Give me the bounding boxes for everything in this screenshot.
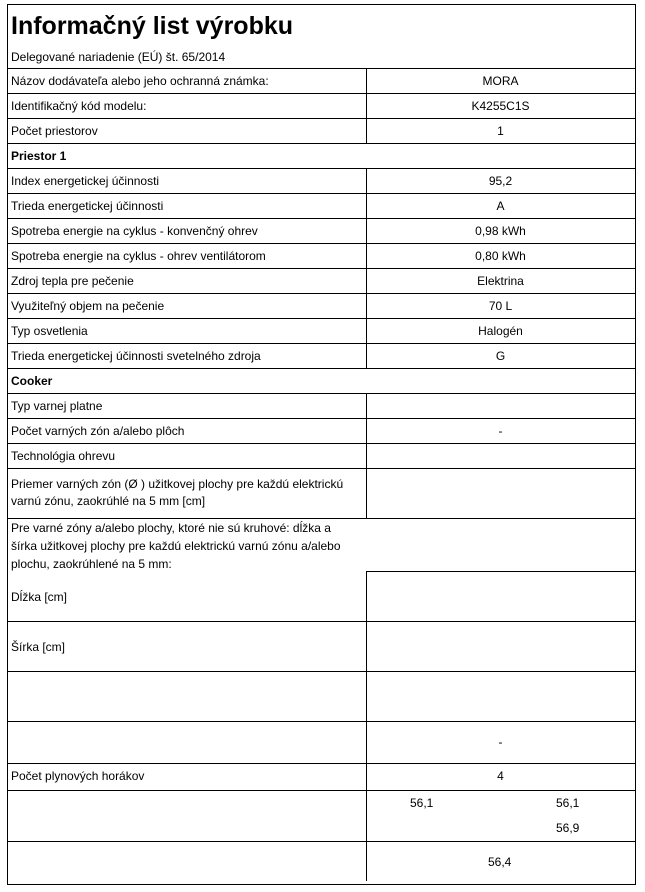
noncircular-line1: Pre varné zóny a/alebo plochy, ktoré nie sú kruhové: dĺžka a — [11, 521, 331, 535]
width-label: Šírka [cm] — [11, 640, 66, 654]
diameter-label-line2: varnú zónu, zaokrúhlé na 5 mm [cm] — [11, 494, 206, 508]
noncircular-line3: plochu, zaokrúhlené na 5 mm: — [11, 557, 172, 571]
regulation-text: Delegované nariadenie (EÚ) št. 65/2014 — [11, 50, 226, 64]
page-title: Informačný list výrobku — [11, 12, 294, 40]
divider — [7, 193, 636, 194]
divider — [7, 443, 636, 444]
column-divider — [366, 393, 367, 518]
model-value: K4255C1S — [471, 99, 530, 113]
zones-value: - — [498, 424, 503, 438]
light-class-label: Trieda energetickej účinnosti svetelného zdroja — [11, 349, 261, 363]
divider — [7, 293, 636, 294]
burner-value-c: 56,9 — [556, 821, 580, 835]
section-cooker-heading: Cooker — [11, 374, 53, 388]
consumption-fan-label: Spotreba energie na cyklus - ohrev ventilátorom — [11, 249, 266, 263]
divider — [7, 143, 636, 144]
cavities-label: Počet priestorov — [11, 124, 98, 138]
divider — [7, 268, 636, 269]
divider — [7, 468, 636, 469]
divider — [7, 621, 636, 622]
burner-value-a: 56,1 — [410, 796, 434, 810]
column-divider — [366, 168, 367, 368]
divider — [7, 790, 636, 791]
divider — [7, 68, 636, 69]
volume-value: 70 L — [488, 299, 513, 313]
volume-label: Využiteľný objem na pečenie — [11, 299, 165, 313]
lighting-value: Halogén — [478, 324, 523, 338]
divider — [7, 243, 636, 244]
divider — [367, 571, 636, 572]
heat-source-value: Elektrina — [477, 274, 524, 288]
burner-value-b: 56,1 — [556, 796, 580, 810]
model-label: Identifikačný kód modelu: — [11, 99, 147, 113]
heating-tech-label: Technológia ohrevu — [11, 449, 116, 463]
blank-row-value: - — [498, 735, 503, 749]
divider — [7, 368, 636, 369]
noncircular-line2: šírka užitkovej plochy pre každú elektrickú varnú zónu a/alebo — [11, 539, 341, 553]
divider — [7, 671, 636, 672]
eei-value: 95,2 — [488, 174, 513, 188]
consumption-conventional-label: Spotreba energie na cyklus - konvenčný ohrev — [11, 224, 258, 238]
energy-class-label: Trieda energetickej účinnosti — [11, 199, 164, 213]
divider — [7, 118, 636, 119]
column-divider — [366, 571, 367, 881]
length-label: Dĺžka [cm] — [11, 590, 68, 604]
light-class-value: G — [495, 349, 506, 363]
heat-source-label: Zdroj tepla pre pečenie — [11, 274, 134, 288]
consumption-fan-value: 0,80 kWh — [475, 249, 526, 263]
divider — [7, 418, 636, 419]
divider — [7, 763, 636, 764]
divider — [7, 168, 636, 169]
final-value: 56,4 — [488, 855, 512, 869]
divider — [7, 93, 636, 94]
divider — [7, 218, 636, 219]
divider — [7, 518, 636, 519]
divider — [7, 721, 636, 722]
diameter-label-line1: Priemer varných zón (Ø ) užitkovej plochy pre každú elektrickú — [11, 477, 344, 491]
divider — [7, 841, 636, 842]
zones-label: Počet varných zón a/alebo plôch — [11, 424, 185, 438]
divider — [7, 393, 636, 394]
gas-burners-label: Počet plynových horákov — [11, 769, 145, 783]
hob-type-label: Typ varnej platne — [11, 399, 103, 413]
supplier-value: MORA — [482, 74, 519, 88]
divider — [7, 318, 636, 319]
consumption-conventional-value: 0,98 kWh — [475, 224, 526, 238]
cavities-value: 1 — [497, 124, 504, 138]
divider — [7, 343, 636, 344]
eei-label: Index energetickej účinnosti — [11, 174, 160, 188]
lighting-label: Typ osvetlenia — [11, 324, 88, 338]
gas-burners-value: 4 — [497, 769, 504, 783]
section-cavity-heading: Priestor 1 — [11, 149, 67, 163]
energy-class-value: A — [496, 199, 505, 213]
supplier-label: Názov dodávateľa alebo jeho ochranná známka: — [11, 74, 269, 88]
